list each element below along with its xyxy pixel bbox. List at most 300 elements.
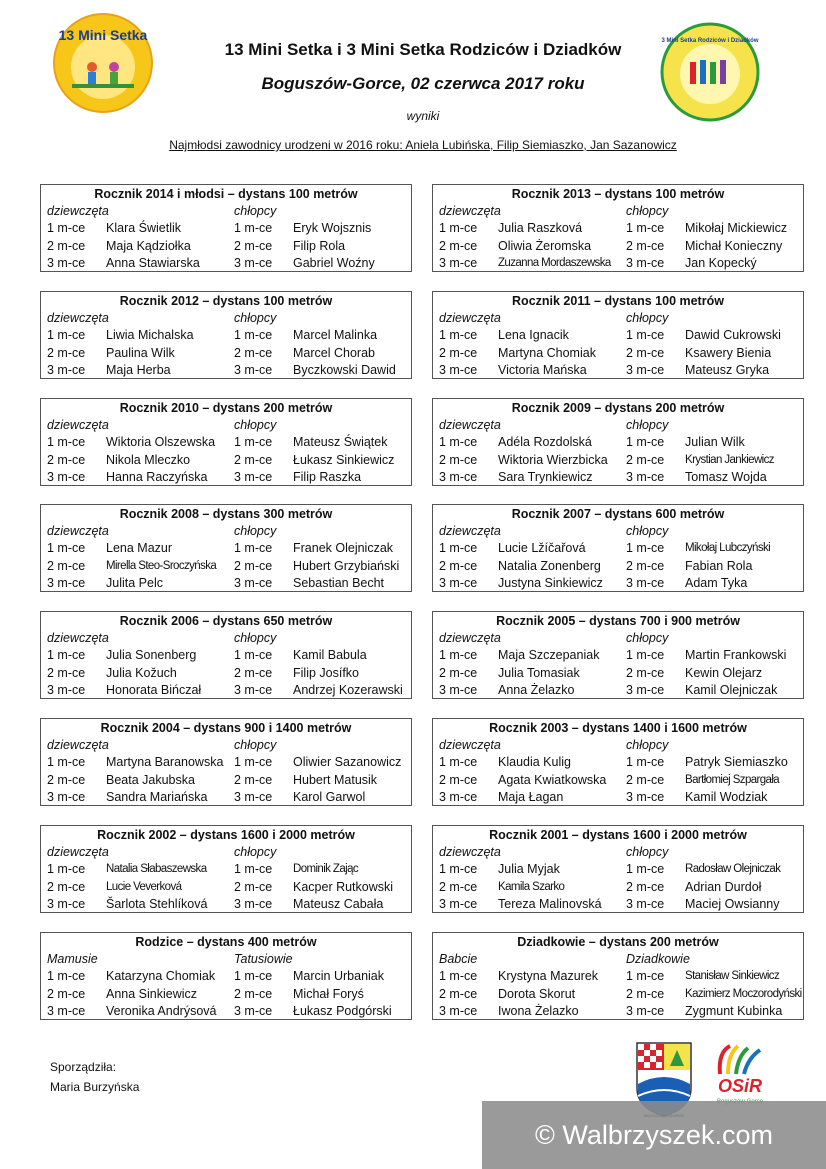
place-left: 1 m-ce — [47, 435, 86, 450]
place-left: 2 m-ce — [47, 558, 86, 573]
right-group-label: chłopcy — [234, 738, 277, 752]
name-right: Fabian Rola — [685, 558, 753, 573]
place-right: 1 m-ce — [626, 541, 665, 556]
result-box — [40, 398, 412, 486]
result-box-title: Rocznik 2010 – dystans 200 metrów — [119, 401, 333, 415]
watermark: © Walbrzyszek.com — [482, 1101, 826, 1169]
name-left: Agata Kwiatkowska — [498, 772, 607, 787]
right-group-label: Tatusiowie — [234, 952, 293, 966]
name-left: Maja Kądziołka — [106, 238, 191, 253]
result-box-title: Rocznik 2011 – dystans 100 metrów — [512, 294, 724, 308]
name-right: Byczkowski Dawid — [293, 363, 396, 378]
result-row — [433, 1003, 803, 1020]
result-box — [432, 611, 804, 699]
place-right: 1 m-ce — [234, 862, 273, 877]
left-group-label: dziewczęta — [47, 311, 109, 325]
place-left: 3 m-ce — [439, 363, 478, 378]
place-left: 2 m-ce — [47, 238, 86, 253]
right-group-label: chłopcy — [626, 204, 669, 218]
name-left: Wiktoria Olszewska — [106, 435, 216, 450]
result-box-labels — [433, 630, 803, 647]
result-row — [41, 327, 411, 344]
place-left: 3 m-ce — [439, 1004, 478, 1019]
place-right: 1 m-ce — [234, 221, 273, 236]
left-group-label: dziewczęta — [47, 418, 109, 432]
place-left: 2 m-ce — [439, 452, 478, 467]
result-row — [41, 540, 411, 557]
name-right: Filip Josífko — [293, 665, 359, 680]
logo-left-text: 13 Mini Setka — [58, 27, 148, 43]
name-right: Ksawery Bienia — [685, 345, 772, 360]
place-right: 1 m-ce — [626, 648, 665, 663]
result-box-labels — [433, 951, 803, 968]
left-group-label: Mamusie — [47, 952, 98, 966]
result-box-labels — [41, 203, 411, 220]
result-box — [40, 718, 412, 806]
name-left: Julita Pelc — [106, 576, 163, 591]
place-left: 3 m-ce — [47, 683, 86, 698]
result-row — [41, 345, 411, 362]
left-group-label: dziewczęta — [47, 845, 109, 859]
right-group-label: chłopcy — [234, 845, 277, 859]
name-left: Martyna Chomiak — [498, 345, 596, 360]
result-row — [433, 327, 803, 344]
name-left: Šarlota Stehlíková — [106, 897, 208, 912]
name-left: Kamila Szarko — [498, 880, 565, 893]
name-right: Patryk Siemiaszko — [685, 755, 788, 770]
left-group-label: dziewczęta — [439, 524, 501, 538]
name-right: Radosław Olejniczak — [685, 863, 781, 876]
place-left: 3 m-ce — [47, 897, 86, 912]
name-left: Maja Szczepaniak — [498, 648, 600, 663]
result-row — [41, 665, 411, 682]
name-left: Veronika Andrýsová — [106, 1004, 217, 1019]
name-right: Filip Raszka — [293, 470, 362, 485]
place-right: 3 m-ce — [234, 790, 273, 805]
place-left: 2 m-ce — [439, 345, 478, 360]
result-box — [40, 932, 412, 1020]
place-right: 2 m-ce — [626, 238, 665, 253]
place-right: 1 m-ce — [234, 541, 273, 556]
place-right: 2 m-ce — [234, 879, 273, 894]
result-box — [40, 825, 412, 913]
result-box — [40, 504, 412, 592]
place-right: 3 m-ce — [626, 1004, 665, 1019]
name-right: Dawid Cukrowski — [685, 328, 781, 343]
osir-logo-text: OSiR — [717, 1076, 763, 1096]
name-left: Julia Tomasiak — [498, 665, 580, 680]
result-box — [432, 291, 804, 379]
place-right: 1 m-ce — [626, 328, 665, 343]
result-row — [41, 220, 411, 237]
place-left: 1 m-ce — [439, 328, 478, 343]
place-right: 1 m-ce — [234, 328, 273, 343]
name-left: Julia Myjak — [498, 862, 560, 877]
name-right: Marcel Malinka — [293, 328, 378, 343]
right-group-label: chłopcy — [626, 738, 669, 752]
result-box-labels — [41, 844, 411, 861]
place-right: 1 m-ce — [626, 969, 665, 984]
place-right: 2 m-ce — [626, 558, 665, 573]
result-row — [433, 575, 803, 592]
place-left: 2 m-ce — [439, 772, 478, 787]
name-right: Adrian Durdoł — [685, 879, 762, 894]
name-right: Hubert Grzybiański — [293, 558, 400, 573]
name-right: Hubert Matusik — [293, 772, 378, 787]
place-right: 3 m-ce — [626, 470, 665, 485]
name-right: Sebastian Becht — [293, 576, 385, 591]
result-row — [433, 682, 803, 699]
name-left: Anna Sinkiewicz — [106, 986, 198, 1001]
name-left: Lucie Lžíčařová — [498, 541, 586, 556]
right-group-label: chłopcy — [234, 631, 277, 645]
name-right: Filip Rola — [293, 238, 346, 253]
place-left: 3 m-ce — [439, 576, 478, 591]
place-left: 2 m-ce — [439, 238, 478, 253]
result-box-title: Dziadkowie – dystans 200 metrów — [517, 935, 719, 949]
result-box-labels — [433, 844, 803, 861]
left-group-label: dziewczęta — [47, 738, 109, 752]
place-right: 3 m-ce — [234, 1004, 273, 1019]
name-left: Zuzanna Mordaszewska — [498, 257, 611, 270]
name-right: Mateusz Gryka — [685, 363, 770, 378]
result-box-labels — [41, 951, 411, 968]
place-left: 2 m-ce — [47, 665, 86, 680]
result-row — [41, 575, 411, 592]
result-row — [41, 861, 411, 878]
result-box-labels — [41, 737, 411, 754]
place-right: 2 m-ce — [234, 345, 273, 360]
place-right: 2 m-ce — [234, 772, 273, 787]
name-left: Julia Sonenberg — [106, 648, 197, 663]
name-left: Adéla Rozdolská — [498, 435, 592, 450]
result-row — [41, 986, 411, 1003]
right-group-label: chłopcy — [626, 524, 669, 538]
place-right: 2 m-ce — [626, 772, 665, 787]
right-group-label: chłopcy — [626, 845, 669, 859]
place-left: 3 m-ce — [47, 256, 86, 271]
result-box — [432, 398, 804, 486]
result-row — [433, 879, 803, 896]
place-left: 3 m-ce — [439, 897, 478, 912]
result-row — [433, 896, 803, 913]
result-box-labels — [41, 310, 411, 327]
result-box-labels — [433, 203, 803, 220]
place-left: 2 m-ce — [47, 345, 86, 360]
name-right: Łukasz Podgórski — [293, 1004, 392, 1019]
result-box-title: Rocznik 2013 – dystans 100 metrów — [511, 187, 725, 201]
place-left: 3 m-ce — [439, 256, 478, 271]
result-row — [41, 647, 411, 664]
place-right: 3 m-ce — [626, 256, 665, 271]
name-left: Beata Jakubska — [106, 772, 195, 787]
result-row — [41, 789, 411, 806]
place-left: 2 m-ce — [47, 986, 86, 1001]
place-left: 3 m-ce — [47, 1004, 86, 1019]
place-right: 2 m-ce — [626, 879, 665, 894]
result-row — [41, 434, 411, 451]
result-row — [433, 789, 803, 806]
name-left: Dorota Skorut — [498, 986, 576, 1001]
name-left: Anna Stawiarska — [106, 256, 200, 271]
name-left: Natalia Zonenberg — [498, 558, 601, 573]
place-left: 1 m-ce — [439, 755, 478, 770]
place-right: 2 m-ce — [234, 238, 273, 253]
name-right: Michał Konieczny — [685, 238, 783, 253]
result-row — [433, 469, 803, 486]
name-left: Krystyna Mazurek — [498, 969, 599, 984]
name-right: Tomasz Wojda — [685, 470, 767, 485]
place-right: 2 m-ce — [626, 665, 665, 680]
place-left: 1 m-ce — [47, 648, 86, 663]
place-left: 1 m-ce — [439, 969, 478, 984]
name-right: Kazimierz Moczorodyński — [685, 987, 802, 1000]
result-row — [433, 255, 803, 272]
result-box-title: Rocznik 2006 – dystans 650 metrów — [119, 614, 333, 628]
prepared-label: Sporządziła: — [50, 1060, 117, 1074]
place-left: 2 m-ce — [47, 452, 86, 467]
place-right: 1 m-ce — [626, 862, 665, 877]
name-left: Maja Herba — [106, 363, 171, 378]
name-right: Julian Wilk — [685, 435, 745, 450]
right-group-label: chłopcy — [234, 311, 277, 325]
result-box-title: Rocznik 2007 – dystans 600 metrów — [511, 507, 725, 521]
result-row — [433, 665, 803, 682]
left-group-label: Babcie — [439, 952, 478, 966]
logo-right-text: 3 Mini Setka Rodziców i Dziadków — [661, 38, 759, 44]
result-box-title: Rocznik 2003 – dystans 1400 i 1600 metrów — [489, 721, 747, 735]
place-right: 3 m-ce — [626, 897, 665, 912]
name-left: Klaudia Kulig — [498, 755, 571, 770]
result-box-title: Rodzice – dystans 400 metrów — [135, 935, 317, 949]
result-row — [433, 345, 803, 362]
place-right: 3 m-ce — [234, 470, 273, 485]
place-right: 1 m-ce — [234, 648, 273, 663]
document-header — [0, 0, 826, 170]
result-row — [433, 362, 803, 379]
place-left: 1 m-ce — [439, 435, 478, 450]
result-row — [433, 540, 803, 557]
name-left: Honorata Bińczał — [106, 683, 202, 698]
name-right: Krystian Jankiewicz — [685, 453, 774, 466]
place-right: 1 m-ce — [626, 755, 665, 770]
name-right: Michał Foryś — [293, 986, 364, 1001]
name-left: Paulina Wilk — [106, 345, 175, 360]
left-group-label: dziewczęta — [439, 204, 501, 218]
name-right: Franek Olejniczak — [293, 541, 394, 556]
right-group-label: Dziadkowie — [626, 952, 690, 966]
place-right: 1 m-ce — [626, 435, 665, 450]
result-row — [41, 469, 411, 486]
result-row — [433, 772, 803, 789]
result-row — [41, 452, 411, 469]
result-row — [433, 558, 803, 575]
result-row — [433, 861, 803, 878]
result-box — [432, 932, 804, 1020]
name-right: Jan Kopecký — [685, 256, 757, 271]
place-right: 2 m-ce — [234, 986, 273, 1001]
right-group-label: chłopcy — [626, 631, 669, 645]
result-box — [432, 718, 804, 806]
right-group-label: chłopcy — [626, 418, 669, 432]
name-right: Bartłomiej Szpargała — [685, 773, 780, 786]
result-row — [433, 238, 803, 255]
name-right: Mateusz Świątek — [293, 435, 388, 450]
result-row — [433, 434, 803, 451]
right-group-label: chłopcy — [234, 418, 277, 432]
result-row — [41, 1003, 411, 1020]
place-left: 1 m-ce — [47, 969, 86, 984]
left-group-label: dziewczęta — [439, 418, 501, 432]
page-title: 13 Mini Setka i 3 Mini Setka Rodziców i Dziadków — [224, 40, 622, 59]
left-group-label: dziewczęta — [439, 311, 501, 325]
name-right: Oliwier Sazanowicz — [293, 755, 402, 770]
right-group-label: chłopcy — [234, 204, 277, 218]
name-right: Kamil Olejniczak — [685, 683, 778, 698]
name-right: Zygmunt Kubinka — [685, 1004, 783, 1019]
result-row — [41, 896, 411, 913]
name-left: Julia Kožuch — [106, 665, 177, 680]
place-left: 1 m-ce — [47, 328, 86, 343]
name-right: Stanisław Sinkiewicz — [685, 970, 780, 983]
place-left: 2 m-ce — [439, 879, 478, 894]
name-left: Oliwia Żeromska — [498, 238, 592, 253]
name-left: Maja Łagan — [498, 790, 564, 805]
place-right: 2 m-ce — [626, 986, 665, 1001]
left-group-label: dziewczęta — [47, 524, 109, 538]
result-box-title: Rocznik 2009 – dystans 200 metrów — [511, 401, 725, 415]
left-group-label: dziewczęta — [439, 738, 501, 752]
result-row — [41, 682, 411, 699]
place-left: 1 m-ce — [439, 221, 478, 236]
place-right: 3 m-ce — [626, 576, 665, 591]
place-left: 3 m-ce — [439, 790, 478, 805]
name-right: Andrzej Kozerawski — [293, 683, 403, 698]
place-left: 1 m-ce — [439, 862, 478, 877]
name-right: Martin Frankowski — [685, 648, 787, 663]
place-left: 1 m-ce — [47, 221, 86, 236]
name-left: Lena Mazur — [106, 541, 173, 556]
result-box — [432, 504, 804, 592]
prepared-by — [50, 1057, 139, 1097]
place-right: 1 m-ce — [234, 435, 273, 450]
result-row — [433, 754, 803, 771]
name-right: Karol Garwol — [293, 790, 366, 805]
result-box-labels — [433, 737, 803, 754]
name-right: Mikołaj Lubczyński — [685, 542, 771, 555]
result-row — [41, 362, 411, 379]
place-left: 3 m-ce — [47, 576, 86, 591]
left-group-label: dziewczęta — [439, 631, 501, 645]
place-right: 3 m-ce — [234, 576, 273, 591]
name-right: Dominik Zając — [293, 863, 359, 876]
place-right: 3 m-ce — [626, 790, 665, 805]
name-left: Justyna Sinkiewicz — [498, 576, 603, 591]
name-left: Tereza Malinovská — [498, 897, 602, 912]
place-left: 1 m-ce — [439, 541, 478, 556]
name-left: Nikola Mleczko — [106, 452, 191, 467]
name-left: Sandra Mariańska — [106, 790, 208, 805]
name-right: Łukasz Sinkiewicz — [293, 452, 395, 467]
place-left: 2 m-ce — [439, 558, 478, 573]
result-box-labels — [41, 630, 411, 647]
name-right: Marcel Chorab — [293, 345, 375, 360]
osir-logo — [706, 1040, 774, 1110]
place-left: 1 m-ce — [47, 862, 86, 877]
place-right: 2 m-ce — [234, 558, 273, 573]
result-box-title: Rocznik 2008 – dystans 300 metrów — [119, 507, 333, 521]
name-right: Eryk Wojsznis — [293, 221, 372, 236]
name-left: Wiktoria Wierzbicka — [498, 452, 608, 467]
name-right: Kamil Wodziak — [685, 790, 768, 805]
name-left: Liwia Michalska — [106, 328, 194, 343]
mini-setka-logo — [52, 12, 154, 114]
name-right: Maciej Owsianny — [685, 897, 780, 912]
result-row — [41, 558, 411, 575]
place-right: 1 m-ce — [234, 969, 273, 984]
place-left: 1 m-ce — [47, 755, 86, 770]
place-right: 2 m-ce — [626, 452, 665, 467]
result-row — [433, 220, 803, 237]
name-left: Julia Raszková — [498, 221, 583, 236]
name-left: Martyna Baranowska — [106, 755, 224, 770]
result-box-title: Rocznik 2012 – dystans 100 metrów — [119, 294, 333, 308]
place-right: 3 m-ce — [234, 363, 273, 378]
place-right: 2 m-ce — [234, 665, 273, 680]
name-right: Mateusz Cabała — [293, 897, 384, 912]
result-row — [41, 968, 411, 985]
result-box — [40, 611, 412, 699]
name-right: Kacper Rutkowski — [293, 879, 394, 894]
result-box — [432, 184, 804, 272]
result-box — [40, 184, 412, 272]
result-box-labels — [41, 417, 411, 434]
name-left: Hanna Raczyńska — [106, 470, 208, 485]
name-left: Iwona Żelazko — [498, 1004, 579, 1019]
result-box-labels — [433, 310, 803, 327]
result-box — [40, 291, 412, 379]
name-left: Victoria Mańska — [498, 363, 587, 378]
left-group-label: dziewczęta — [47, 631, 109, 645]
place-left: 2 m-ce — [439, 986, 478, 1001]
place-right: 3 m-ce — [234, 256, 273, 271]
place-right: 2 m-ce — [626, 345, 665, 360]
place-right: 3 m-ce — [626, 363, 665, 378]
place-left: 3 m-ce — [47, 470, 86, 485]
name-left: Klara Świetlik — [106, 221, 182, 236]
name-right: Marcin Urbaniak — [293, 969, 385, 984]
place-left: 2 m-ce — [47, 772, 86, 787]
result-box-labels — [433, 523, 803, 540]
place-right: 1 m-ce — [626, 221, 665, 236]
name-left: Anna Żelazko — [498, 683, 575, 698]
place-left: 1 m-ce — [439, 648, 478, 663]
result-box-title: Rocznik 2004 – dystans 900 i 1400 metrów — [100, 721, 352, 735]
place-left: 2 m-ce — [439, 665, 478, 680]
page-subtitle: Boguszów-Gorce, 02 czerwca 2017 roku — [261, 74, 585, 93]
place-left: 3 m-ce — [439, 470, 478, 485]
place-right: 2 m-ce — [234, 452, 273, 467]
place-left: 1 m-ce — [47, 541, 86, 556]
name-left: Katarzyna Chomiak — [106, 969, 216, 984]
result-box-labels — [41, 523, 411, 540]
result-box-title: Rocznik 2001 – dystans 1600 i 2000 metrów — [489, 828, 747, 842]
name-right: Adam Tyka — [685, 576, 748, 591]
result-row — [433, 647, 803, 664]
place-left: 2 m-ce — [47, 879, 86, 894]
youngest-participants: Najmłodsi zawodnicy urodzeni w 2016 roku: Aniela Lubińska, Filip Siemiaszko, Jan Sazanowicz — [169, 138, 677, 152]
result-row — [41, 772, 411, 789]
